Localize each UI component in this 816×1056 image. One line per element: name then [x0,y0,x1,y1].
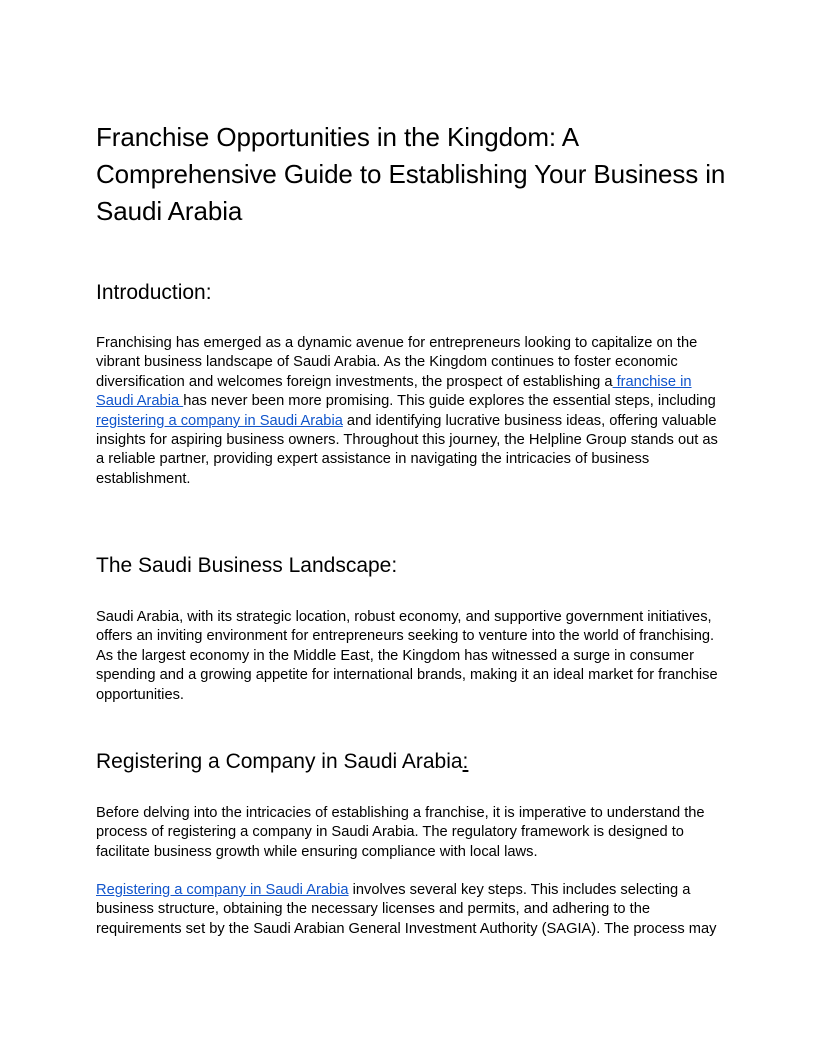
registering-company-link-2[interactable]: Registering a company in Saudi Arabia [96,882,349,898]
landscape-heading: The Saudi Business Landscape: [96,554,398,577]
intro-paragraph [96,334,724,489]
intro-text-b: has never been more promising. This guide explores the essential steps, including [183,393,716,410]
registering-paragraph-2-text: involves several key steps. This includes selecting a business structure, obtaining the necessary licenses and permits, and adhering to the requirements set by the Saudi Arabian General Investment Authority (SAGIA). The process may [96,882,717,937]
registering-heading-text: Registering a Company in Saudi Arabia [96,750,463,773]
registering-paragraph-2 [96,881,724,939]
intro-text-a: Franchising has emerged as a dynamic avenue for entrepreneurs looking to capitalize on the vibrant business landscape of Saudi Arabia. As the Kingdom continues to foster economic diversification and welcomes foreign investments, the prospect of establishing a [96,335,698,390]
intro-text-c: and identifying lucrative business ideas, offering valuable insights for aspiring business owners. Throughout this journey, the Helpline Group stands out as a reliable partner, providing expert assistance in navigating the intricacies of business establishment. [96,412,718,487]
registering-company-link[interactable]: registering a company in Saudi Arabia [96,412,343,429]
document-title: Franchise Opportunities in the Kingdom: A Comprehensive Guide to Establishing Your Business in Saudi Arabia [96,122,726,226]
franchise-in-saudi-arabia-link[interactable]: franchise in Saudi Arabia [96,373,692,410]
registering-heading-colon: : [462,750,469,773]
registering-paragraph-1: Before delving into the intricacies of establishing a franchise, it is imperative to understand the process of registering a company in Saudi Arabia. The regulatory framework is designed to facilitate business growth while ensuring compliance with local laws. [96,805,705,860]
intro-heading: Introduction: [96,281,212,304]
landscape-paragraph: Saudi Arabia, with its strategic location, robust economy, and supportive government initiatives, offers an inviting environment for entrepreneurs seeking to venture into the world of franchising. As the largest economy in the Middle East, the Kingdom has witnessed a surge in consumer spending and a growing appetite for international brands, making it an ideal market for franchise opportunities. [96,609,718,703]
registering-heading [96,749,468,775]
